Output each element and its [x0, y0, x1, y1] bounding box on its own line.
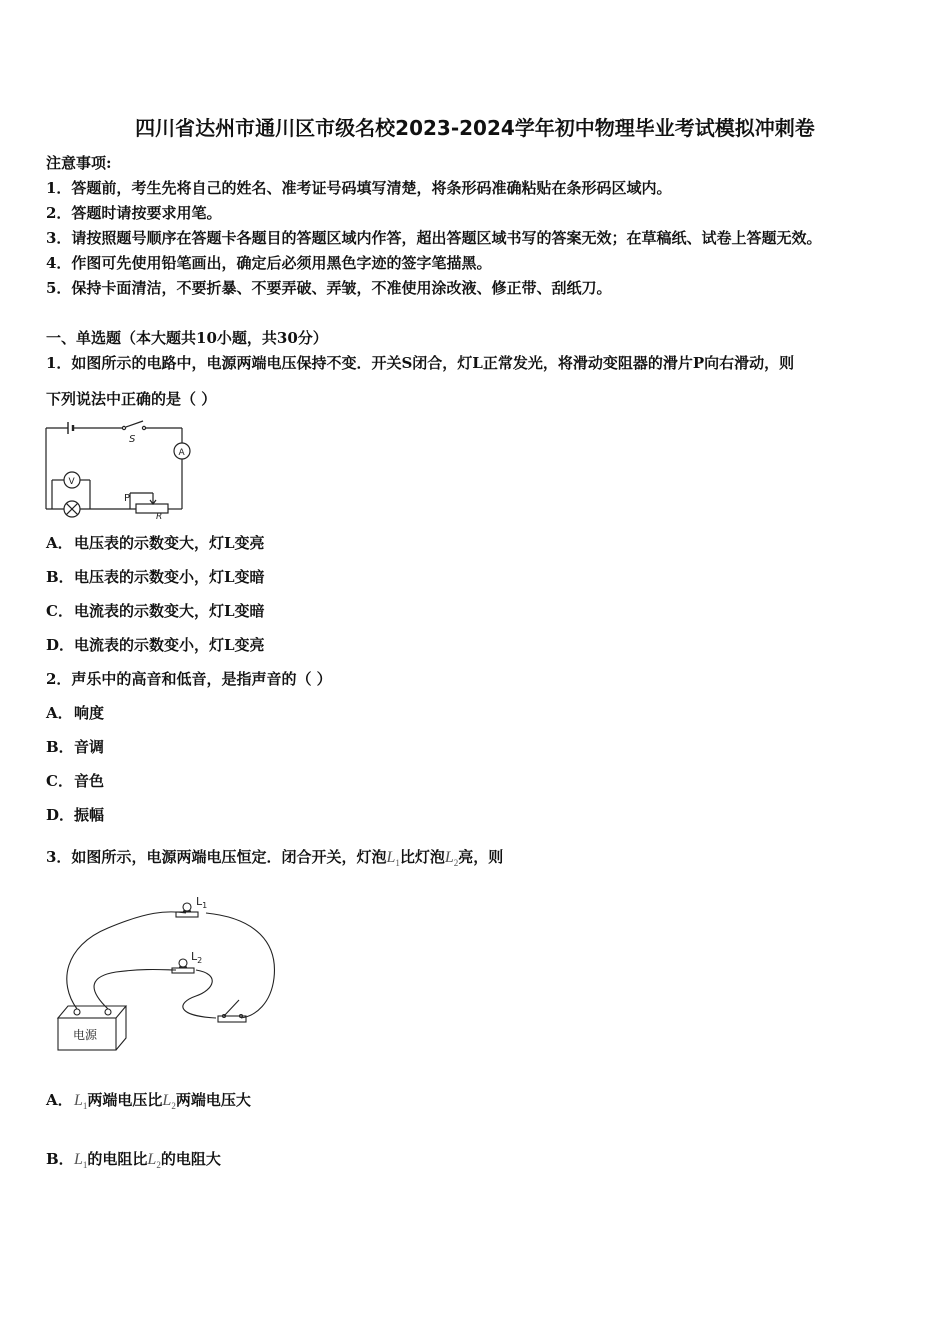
section-heading: 一、单选题（本大题共10小题，共30分） — [46, 329, 328, 347]
q3-circuit-diagram — [46, 888, 296, 1056]
slider-label: P — [124, 493, 131, 504]
option-text: 的电阻大 — [160, 1150, 221, 1168]
notice-item: 5．保持卡面清洁，不要折暴、不要弄破、弄皱，不准使用涂改液、修正带、刮纸刀。 — [46, 279, 612, 297]
notice-item: 4．作图可先使用铅笔画出，确定后必须用黑色字迹的签字笔描黑。 — [46, 254, 492, 272]
stem-text: 3．如图所示，电源两端电压恒定．闭合开关，灯泡 — [46, 848, 387, 866]
voltmeter-label: V — [68, 477, 75, 487]
option-letter: C． — [46, 602, 73, 620]
notice-item: 1．答题前，考生先将自己的姓名、准考证号码填写清楚，将条形码准确粘贴在条形码区域内。 — [46, 179, 672, 197]
option-c[interactable] — [46, 770, 104, 791]
option-text: 音色 — [74, 772, 105, 790]
option-letter: B． — [46, 738, 74, 756]
page-title: 四川省达州市通川区市级名校2023-2024学年初中物理毕业考试模拟冲刺卷 — [135, 116, 815, 140]
math-l2: $L_2$ — [147, 1151, 161, 1171]
option-letter: B． — [46, 1150, 74, 1168]
option-letter: B． — [46, 568, 74, 586]
option-text: 电压表的示数变大，灯L变亮 — [74, 534, 265, 552]
question-2-stem: 2．声乐中的高音和低音，是指声音的（ ） — [46, 670, 332, 688]
option-b[interactable] — [46, 1148, 221, 1170]
option-letter: A． — [46, 1091, 73, 1109]
option-b[interactable] — [46, 566, 265, 587]
math-l1: $L_1$ — [74, 1092, 88, 1112]
question-3-stem — [46, 846, 503, 868]
stem-text: 亮，则 — [458, 848, 504, 866]
option-a[interactable] — [46, 702, 104, 723]
option-text: 电压表的示数变小，灯L变暗 — [74, 568, 265, 586]
option-a[interactable] — [46, 532, 265, 553]
option-letter: D． — [46, 806, 75, 824]
option-text: 电流表的示数变大，灯L变暗 — [74, 602, 265, 620]
option-c[interactable] — [46, 600, 265, 621]
ammeter-label: A — [178, 448, 185, 458]
question-1-stem: 1．如图所示的电路中，电源两端电压保持不变．开关S闭合，灯L正常发光，将滑动变阻器的滑片P向右滑动，则 — [46, 354, 795, 372]
option-d[interactable] — [46, 634, 265, 655]
math-l2: $L_2$ — [162, 1092, 176, 1112]
question-1-stem-cont: 下列说法中正确的是（ ） — [46, 390, 217, 408]
option-text: 两端电压比 — [87, 1091, 163, 1109]
bulb1-label: $L_1$ — [196, 895, 208, 910]
option-text: 的电阻比 — [87, 1150, 148, 1168]
option-d[interactable] — [46, 804, 104, 825]
option-letter: D． — [46, 636, 75, 654]
notice-item: 2．答题时请按要求用笔。 — [46, 204, 222, 222]
math-l1: $L_1$ — [74, 1151, 88, 1171]
power-source-label: 电源 — [73, 1028, 98, 1042]
resistor-label: R — [156, 512, 163, 520]
option-text: 两端电压大 — [175, 1091, 251, 1109]
math-l2: $L_2$ — [444, 849, 459, 869]
notice-item: 3．请按照题号顺序在答题卡各题目的答题区域内作答，超出答题区域书写的答案无效；在草稿纸、试卷上答题无效。 — [46, 229, 822, 247]
option-text: 振幅 — [74, 806, 105, 824]
option-letter: C． — [46, 772, 73, 790]
bulb2-label: $L_2$ — [191, 950, 203, 965]
switch-label: S — [129, 434, 136, 445]
option-text: 电流表的示数变小，灯L变亮 — [74, 636, 265, 654]
option-b[interactable] — [46, 736, 104, 757]
option-a[interactable] — [46, 1089, 251, 1111]
math-l1: $L_1$ — [386, 849, 400, 869]
option-text: 音调 — [74, 738, 105, 756]
option-text: 响度 — [74, 704, 105, 722]
stem-text: 比灯泡 — [399, 848, 445, 866]
notice-heading: 注意事项: — [46, 154, 112, 172]
option-letter: A． — [46, 704, 73, 722]
q1-circuit-diagram — [40, 418, 200, 520]
option-letter: A． — [46, 534, 73, 552]
